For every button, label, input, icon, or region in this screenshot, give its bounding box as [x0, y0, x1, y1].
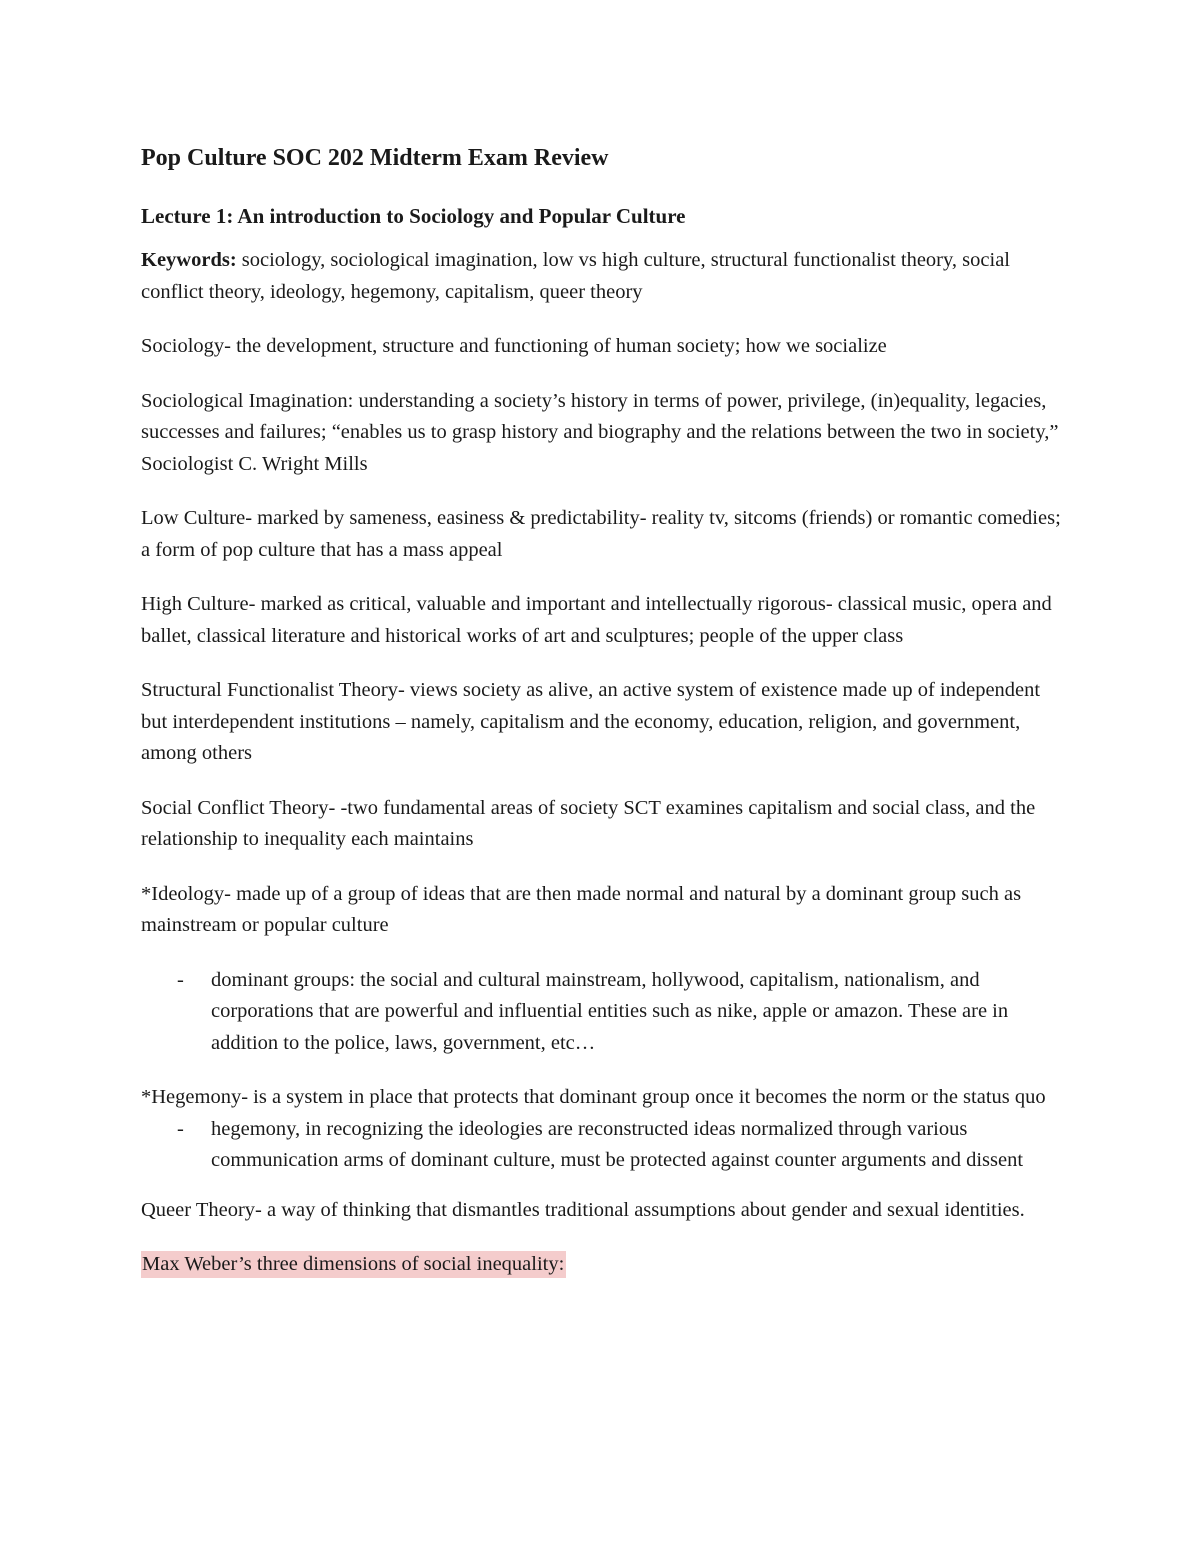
hegemony-bullet-list	[141, 1114, 1061, 1177]
ideology-bullet-list	[141, 965, 1061, 1060]
document-title: Pop Culture SOC 202 Midterm Exam Review	[141, 145, 609, 171]
document-page	[141, 138, 1061, 1304]
list-item	[141, 965, 1061, 1060]
weber-heading-paragraph	[141, 1249, 1061, 1281]
lecture-heading: Lecture 1: An introduction to Sociology and Popular Culture	[141, 204, 686, 228]
social-conflict-definition: Social Conflict Theory- -two fundamental areas of society SCT examines capitalism and social class, and the relationship to inequality each maintains	[141, 796, 1036, 850]
list-item	[141, 1114, 1061, 1177]
low-culture-definition: Low Culture- marked by sameness, easiness & predictability- reality tv, sitcoms (friends) or romantic comedies; a form of pop culture that has a mass appeal	[141, 507, 1061, 561]
keywords-text: sociology, sociological imagination, low vs high culture, structural functionalist theory, social conflict theory, ideology, hegemony, capitalism, queer theory	[141, 249, 1010, 303]
bullet-text: dominant groups: the social and cultural mainstream, hollywood, capitalism, nationalism, and corporations that are powerful and influential entities such as nike, apple or amazon. These are in addition to the police, laws, government, etc…	[211, 968, 1009, 1054]
structural-functionalist-definition: Structural Functionalist Theory- views society as alive, an active system of existence made up of independent but interdependent institutions – namely, capitalism and the economy, education, religion, and government, among others	[141, 679, 1041, 764]
ideology-definition: *Ideology- made up of a group of ideas that are then made normal and natural by a dominant group such as mainstream or popular culture	[141, 882, 1022, 936]
bullet-dash: -	[177, 968, 184, 991]
sociology-definition: Sociology- the development, structure and functioning of human society; how we socialize	[141, 335, 887, 357]
keywords-label: Keywords:	[141, 249, 237, 271]
sociological-imagination-definition: Sociological Imagination: understanding a society’s history in terms of power, privilege, (in)equality, legacies, successes and failures; “enables us to grasp history and biography and the relations between the two in society,” Sociologist C. Wright Mills	[141, 389, 1059, 475]
hegemony-definition: *Hegemony- is a system in place that protects that dominant group once it becomes the norm or the status quo	[141, 1086, 1046, 1108]
queer-theory-definition: Queer Theory- a way of thinking that dismantles traditional assumptions about gender and sexual identities.	[141, 1198, 1025, 1221]
bullet-text: hegemony, in recognizing the ideologies are reconstructed ideas normalized through various communication arms of dominant culture, must be protected against counter arguments and dissent	[211, 1117, 1024, 1171]
bullet-dash: -	[177, 1117, 184, 1140]
high-culture-definition: High Culture- marked as critical, valuable and important and intellectually rigorous- classical music, opera and ballet, classical literature and historical works of art and sculptures; people of the upper class	[141, 593, 1052, 647]
highlighted-weber-heading: Max Weber’s three dimensions of social inequality:	[141, 1251, 566, 1278]
keywords-paragraph	[141, 245, 1061, 308]
